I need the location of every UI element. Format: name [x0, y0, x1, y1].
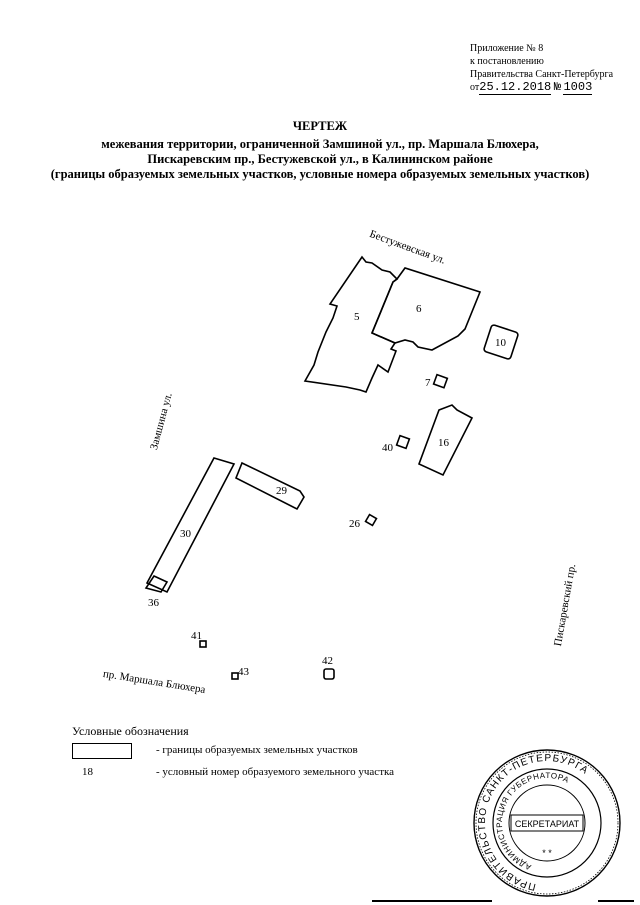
stamp-center-text: СЕКРЕТАРИАТ	[514, 819, 580, 829]
title-line-2: Пискаревским пр., Бестужевской ул., в Калининском районе	[147, 152, 493, 166]
legend-heading: Условные обозначения	[72, 724, 189, 738]
signature-line-right	[598, 900, 634, 902]
drawing-heading: ЧЕРТЕЖ	[292, 119, 348, 133]
title-line-1: межевания территории, ограниченной Замшиной ул., пр. Маршала Блюхера,	[101, 137, 539, 151]
plot-number-16: 16	[438, 437, 449, 449]
plot-boundary-30	[147, 458, 234, 592]
decree-number: 1003	[563, 80, 593, 94]
plot-number-30: 30	[180, 528, 191, 540]
stamp-inner-text: АДМИНИСТРАЦИЯ ГУБЕРНАТОРА	[494, 770, 571, 872]
street-zamshina: Замшина ул.	[148, 391, 175, 452]
plot-number-36: 36	[148, 597, 159, 609]
plot-boundary-7	[434, 375, 448, 388]
plot-number-7: 7	[425, 377, 431, 389]
stamp-outer-text: ПРАВИТЕЛЬСТВО САНКТ-ПЕТЕРБУРГА	[476, 752, 591, 892]
plot-number-43: 43	[238, 666, 249, 678]
plot-boundary-6	[372, 268, 480, 350]
number-prefix: №	[553, 80, 561, 94]
plot-boundary-42	[324, 669, 334, 679]
plot-boundary-5	[305, 257, 397, 392]
plot-number-26: 26	[349, 518, 360, 530]
legend-boundary-text: - границы образуемых земельных участков	[156, 744, 358, 756]
legend-boundary-symbol	[72, 743, 132, 759]
street-bestuzhevskaya: Бестужевская ул.	[367, 228, 448, 267]
appendix-line-2: к постановлению	[470, 56, 544, 67]
plot-number-5: 5	[354, 311, 360, 323]
street-piskarevsky: Пискаревский пр.	[552, 563, 579, 648]
secretariat-stamp	[466, 742, 620, 898]
plot-number-40: 40	[382, 442, 393, 454]
appendix-line-1: Приложение № 8	[470, 43, 544, 54]
plot-number-29: 29	[276, 485, 287, 497]
appendix-line-3: Правительства Санкт-Петербурга	[470, 69, 614, 80]
date-prefix: от	[470, 82, 480, 93]
plot-number-10: 10	[495, 337, 506, 349]
plot-number-41: 41	[191, 630, 202, 642]
plot-boundary-29	[236, 463, 304, 509]
title-line-3: (границы образуемых земельных участков, условные номера образуемых земельных участков)	[50, 167, 590, 181]
legend-number-text: - условный номер образуемого земельного участка	[156, 766, 395, 778]
street-blyukhera: пр. Маршала Блюхера	[102, 668, 207, 697]
plot-number-6: 6	[416, 303, 422, 315]
stamp-stars: * *	[542, 848, 552, 858]
signature-line	[372, 900, 492, 902]
plot-boundary-26	[366, 515, 377, 526]
plot-boundary-40	[397, 436, 410, 449]
decree-date: 25.12.2018	[479, 80, 552, 94]
legend-number-sample: 18	[82, 766, 93, 778]
plot-number-42: 42	[322, 655, 333, 667]
